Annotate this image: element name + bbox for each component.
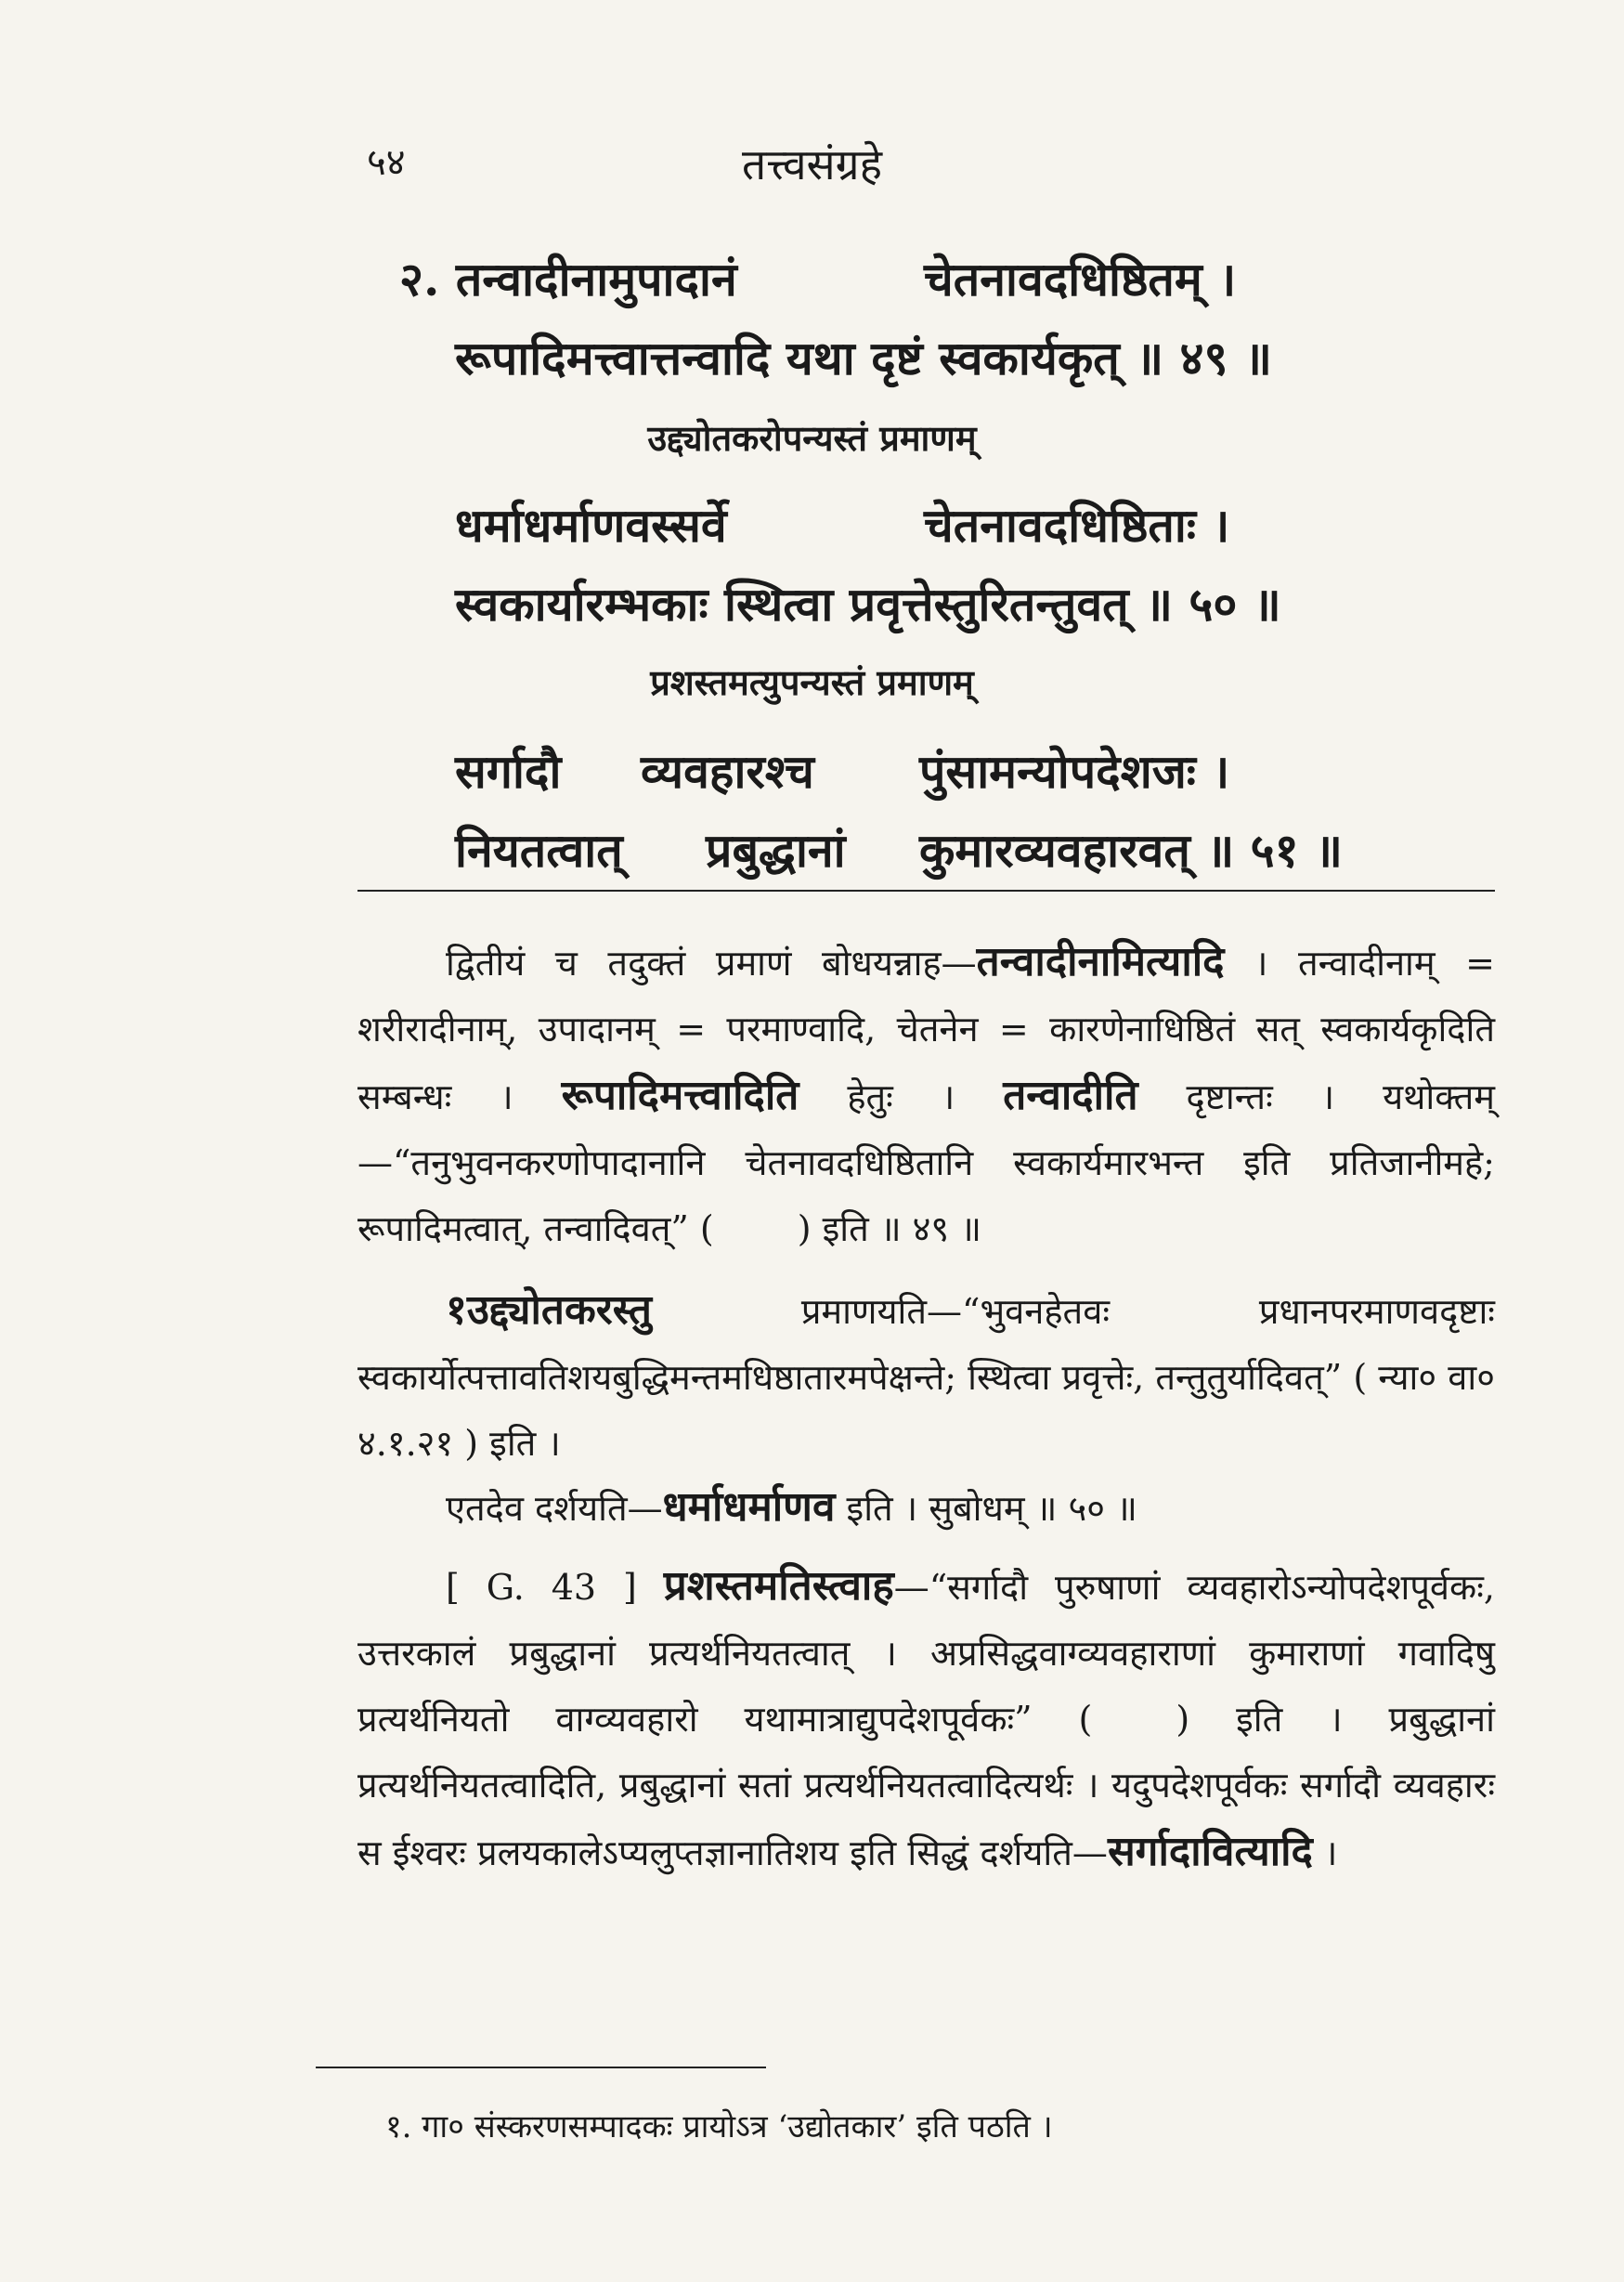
commentary-text: एतदेव दर्शयति—: [446, 1488, 663, 1529]
heading-uddyotakara: उद्द्योतकरोपन्यस्तं प्रमाणम्: [647, 417, 977, 459]
commentary-text: प्रमाणयति—“भुवनहेतवः प्रधानपरमाणवदृष्टाः स्वकार्योत्पत्तावतिशयबुद्धिमन्तमधिष्ठातारमपेक्षन्ते; स्थित्वा प्रवृत्तेः, तन्तुतुर्यादिवत्” ( न्या० वा० ४.१.२१ ) इति ।: [357, 1291, 1495, 1464]
commentary-text: इति । सुबोधम् ॥ ५० ॥: [846, 1488, 1137, 1529]
commentary-text: हेतुः ।: [847, 1076, 955, 1117]
commentary-paragraph-49: [357, 929, 1495, 1262]
verse-49-line2: रूपादिमत्त्वात्तन्वादि यथा दृष्टं स्वकार्यकृत् ॥ ४९ ॥: [455, 331, 1272, 385]
commentary-keyword: रूपादिमत्त्वादिति: [561, 1072, 799, 1119]
footnote-divider: [316, 2067, 766, 2068]
verse-50-line1-a: धर्माधर्माणवस्सर्वे: [455, 498, 727, 553]
heading-prashastamati: प्रशस्तमत्युपन्यस्तं प्रमाणम्: [650, 661, 974, 703]
commentary-text: द्वितीयं च तदुक्तं प्रमाणं बोधयन्नाह—: [446, 943, 977, 984]
commentary-text: —“सर्गादौ पुरुषाणां व्यवहारोऽन्योपदेशपूर्वकः, उत्तरकालं प्रबुद्धानां प्रत्यर्थनियतत्वात् । अप्रसिद्धवाग्व्यवहाराणां कुमाराणां गवादिषु प्रत्यर्थनियतो वाग्व्यवहारो यथामात्राद्युपदेशपूर्वकः” (: [357, 1567, 1495, 1740]
running-title: तत्त्वसंग्रहे: [741, 139, 883, 189]
commentary-paragraph-uddyotakara: [357, 1277, 1495, 1477]
verse-51-line1-b: व्यवहारश्च: [641, 744, 814, 799]
commentary-keyword: १उद्द्योतकरस्तु: [446, 1286, 652, 1334]
commentary-paragraph-50: [357, 1474, 1495, 1542]
verse-51-line2-c: कुमारव्यवहारवत् ॥ ५१ ॥: [919, 823, 1343, 878]
verse-51-line1-c: पुंसामन्योपदेशजः ।: [919, 744, 1230, 799]
page-number: ५४: [367, 141, 406, 184]
verse-50-line2: स्वकार्यारम्भकाः स्थित्वा प्रवृत्तेस्तुरितन्तुवत् ॥ ५० ॥: [455, 577, 1281, 632]
commentary-keyword: तन्वादीति: [1003, 1072, 1138, 1119]
verse-51-line1-a: सर्गादौ: [455, 744, 562, 799]
gaekwad-page-ref: [ G. 43 ]: [446, 1567, 637, 1608]
commentary-text: । तन्वादीनाम् = शरीरादीनाम्, उपादानम् = परमाण्वादि, चेतनेन = कारणेनाधिष्ठितं सत् स्वकार्यकृदिति सम्बन्धः ।: [357, 943, 1495, 1117]
verse-49-line1-a: २. तन्वादीनामुपादानं: [399, 252, 737, 306]
verse-50-line1-b: चेतनावदधिष्ठिताः ।: [924, 498, 1230, 553]
commentary-paragraph-51: [357, 1553, 1495, 1886]
commentary-keyword: धर्माधर्माणव: [662, 1483, 836, 1531]
commentary-keyword: प्रशस्तमतिस्त्वाह: [663, 1562, 894, 1610]
verse-commentary-divider: [357, 890, 1495, 892]
commentary-text: ) इति । प्रबुद्धानां प्रत्यर्थनियतत्वादिति, प्रबुद्धानां सतां प्रत्यर्थनियतत्वादित्यर्थः । यदुपदेशपूर्वकः सर्गादौ व्यवहारः स ईश्वरः प्रलयकालेऽप्यलुप्तज्ञानातिशय इति सिद्धं दर्शयति—: [357, 1699, 1495, 1873]
commentary-keyword: तन्वादीनामित्यादि: [976, 938, 1225, 985]
footnote: १. गा० संस्करणसम्पादकः प्रायोऽत्र ‘उद्योतकार’ इति पठति ।: [385, 2108, 1053, 2145]
verse-49-line1-b: चेतनावदधिष्ठितम् ।: [924, 252, 1237, 306]
commentary-text: ) इति ॥ ४९ ॥: [797, 1208, 982, 1249]
commentary-text: दृष्टान्तः । यथोक्तम्—“तनुभुवनकरणोपादानानि चेतनावदधिष्ठितानि स्वकार्यमारभन्त इति प्रतिजानीमहे; रूपादिमत्वात्, तन्वादिवत्” (: [357, 1076, 1495, 1249]
commentary-keyword: सर्गादावित्यादि: [1107, 1828, 1313, 1875]
verse-51-line2-a: नियतत्वात्: [455, 823, 623, 878]
verse-51-line2-b: प्रबुद्धानां: [706, 823, 846, 878]
commentary-text: ।: [1324, 1832, 1338, 1873]
